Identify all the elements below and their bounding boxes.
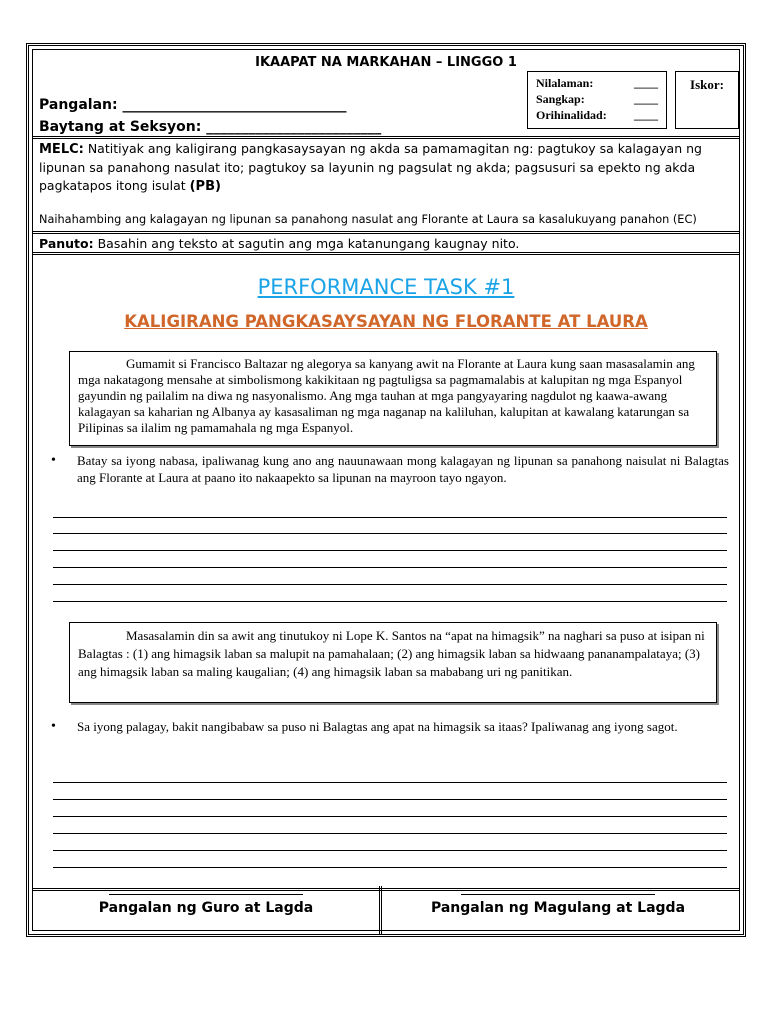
teacher-signature: [33, 894, 379, 916]
melc-divider: [33, 231, 739, 234]
teacher-signature-line[interactable]: [109, 894, 303, 898]
answer-line[interactable]: [53, 867, 727, 868]
question-2: [51, 718, 729, 735]
directions-label: Panuto:: [39, 236, 94, 251]
answer-line[interactable]: [53, 782, 727, 783]
bullet-icon: •: [51, 453, 56, 468]
header-divider: [33, 136, 739, 139]
rubric-row-orihinalidad: Orihinalidad: ____: [536, 108, 658, 122]
directions: [39, 236, 519, 251]
answer-line[interactable]: [53, 850, 727, 851]
melc-ec-text: Naihahambing ang kalagayan ng lipunan sa panahong nasulat ang Florante at Laura sa kasalukuyang panahon (EC): [39, 213, 697, 226]
student-name-field[interactable]: Pangalan: ________________________________: [39, 97, 347, 113]
answer-line[interactable]: [53, 533, 727, 534]
performance-task-title: PERFORMANCE TASK #1: [257, 275, 515, 299]
rubric-row-sangkap: Sangkap: ____: [536, 92, 658, 106]
answer-line[interactable]: [53, 584, 727, 585]
directions-divider: [33, 252, 739, 255]
parent-signature-line[interactable]: [461, 894, 655, 898]
grade-section-field[interactable]: Baytang at Seksyon: _________________________: [39, 119, 382, 135]
melc-text: [39, 140, 735, 196]
answer-line[interactable]: [53, 799, 727, 800]
answer-line[interactable]: [53, 601, 727, 602]
reading-passage-2: Masasalamin din sa awit ang tinutukoy ni Lope K. Santos na “apat na himagsik” na naghari sa puso at isipan ni Balagtas : (1) ang himagsik laban sa malupit na pamahalaan; (2) ang himagsik laban sa hidwaang pananampalataya; (3) ang himagsik laban sa maling kaugalian; (4) ang himagsik laban sa mababang uri ng panitikan.: [69, 622, 717, 703]
parent-signature-label: Pangalan ng Magulang at Lagda: [430, 900, 686, 916]
signature-area: [33, 886, 739, 936]
reading-passage-1: Gumamit si Francisco Baltazar ng alegorya sa kanyang awit na Florante at Laura kung saan masasalamin ang mga nakatagong mensahe at simbolismong kakikitaan ng pagtuligsa sa pagmamalabis at kalupitan ng mga Espanyol gayundin ng pailalim na diwa ng nasyonalismo. Ang mga tauhan at mga pangyayaring nagdulot ng kaawa-awang kalagayan sa kaharian ng Albanya ay kasasaliman ng mga naganap na kaliluhan, kalupitan at kawalang katarungan sa Pilipinas sa ilalim ng pamamahala ng mga Espanyol.: [69, 351, 717, 446]
worksheet-inner-frame: [32, 49, 740, 931]
question-1: [51, 452, 729, 486]
answer-line[interactable]: [53, 517, 727, 518]
melc-tag: (PB): [189, 179, 221, 194]
question-1-text: Batay sa iyong nabasa, ipaliwanag kung ano ang nauunawaan mong kalagayan ng lipunan sa panahong naisulat ni Balagtas ang Florante at Laura at paano ito nakaapekto sa lipunan na mayroon tayo ngayon.: [77, 453, 729, 485]
melc-body: Natitiyak ang kaligirang pangkasaysayan ng akda sa pamamagitan ng: pagtukoy sa kalagayan ng lipunan sa panahong nasulat ito; pagtukoy sa layunin ng pagsulat ng akda; pagsusuri sa epekto ng akda pagkatapos itong isulat: [39, 141, 702, 193]
answer-line[interactable]: [53, 567, 727, 568]
performance-task-subtitle: KALIGIRANG PANGKASAYSAYAN NG FLORANTE AT LAURA: [124, 312, 648, 331]
quarter-week-title: IKAAPAT NA MARKAHAN – LINGGO 1: [255, 55, 517, 70]
answer-line[interactable]: [53, 833, 727, 834]
rubric-row-nilalaman: Nilalaman: ____: [536, 76, 658, 90]
parent-signature: [385, 894, 731, 916]
rubric-score-box: [527, 71, 667, 129]
directions-text: Basahin ang teksto at sagutin ang mga katanungang kaugnay nito.: [93, 236, 520, 251]
melc-label: MELC:: [39, 142, 84, 157]
answer-line[interactable]: [53, 816, 727, 817]
teacher-signature-label: Pangalan ng Guro at Lagda: [98, 900, 314, 916]
total-score-box[interactable]: Iskor:: [675, 71, 739, 129]
signature-column-divider: [379, 886, 382, 934]
answer-line[interactable]: [53, 550, 727, 551]
question-2-text: Sa iyong palagay, bakit nangibabaw sa puso ni Balagtas ang apat na himagsik sa itaas? Ipaliwanag ang iyong sagot.: [77, 719, 678, 734]
worksheet-frame: [26, 43, 746, 937]
bullet-icon: •: [51, 719, 56, 734]
